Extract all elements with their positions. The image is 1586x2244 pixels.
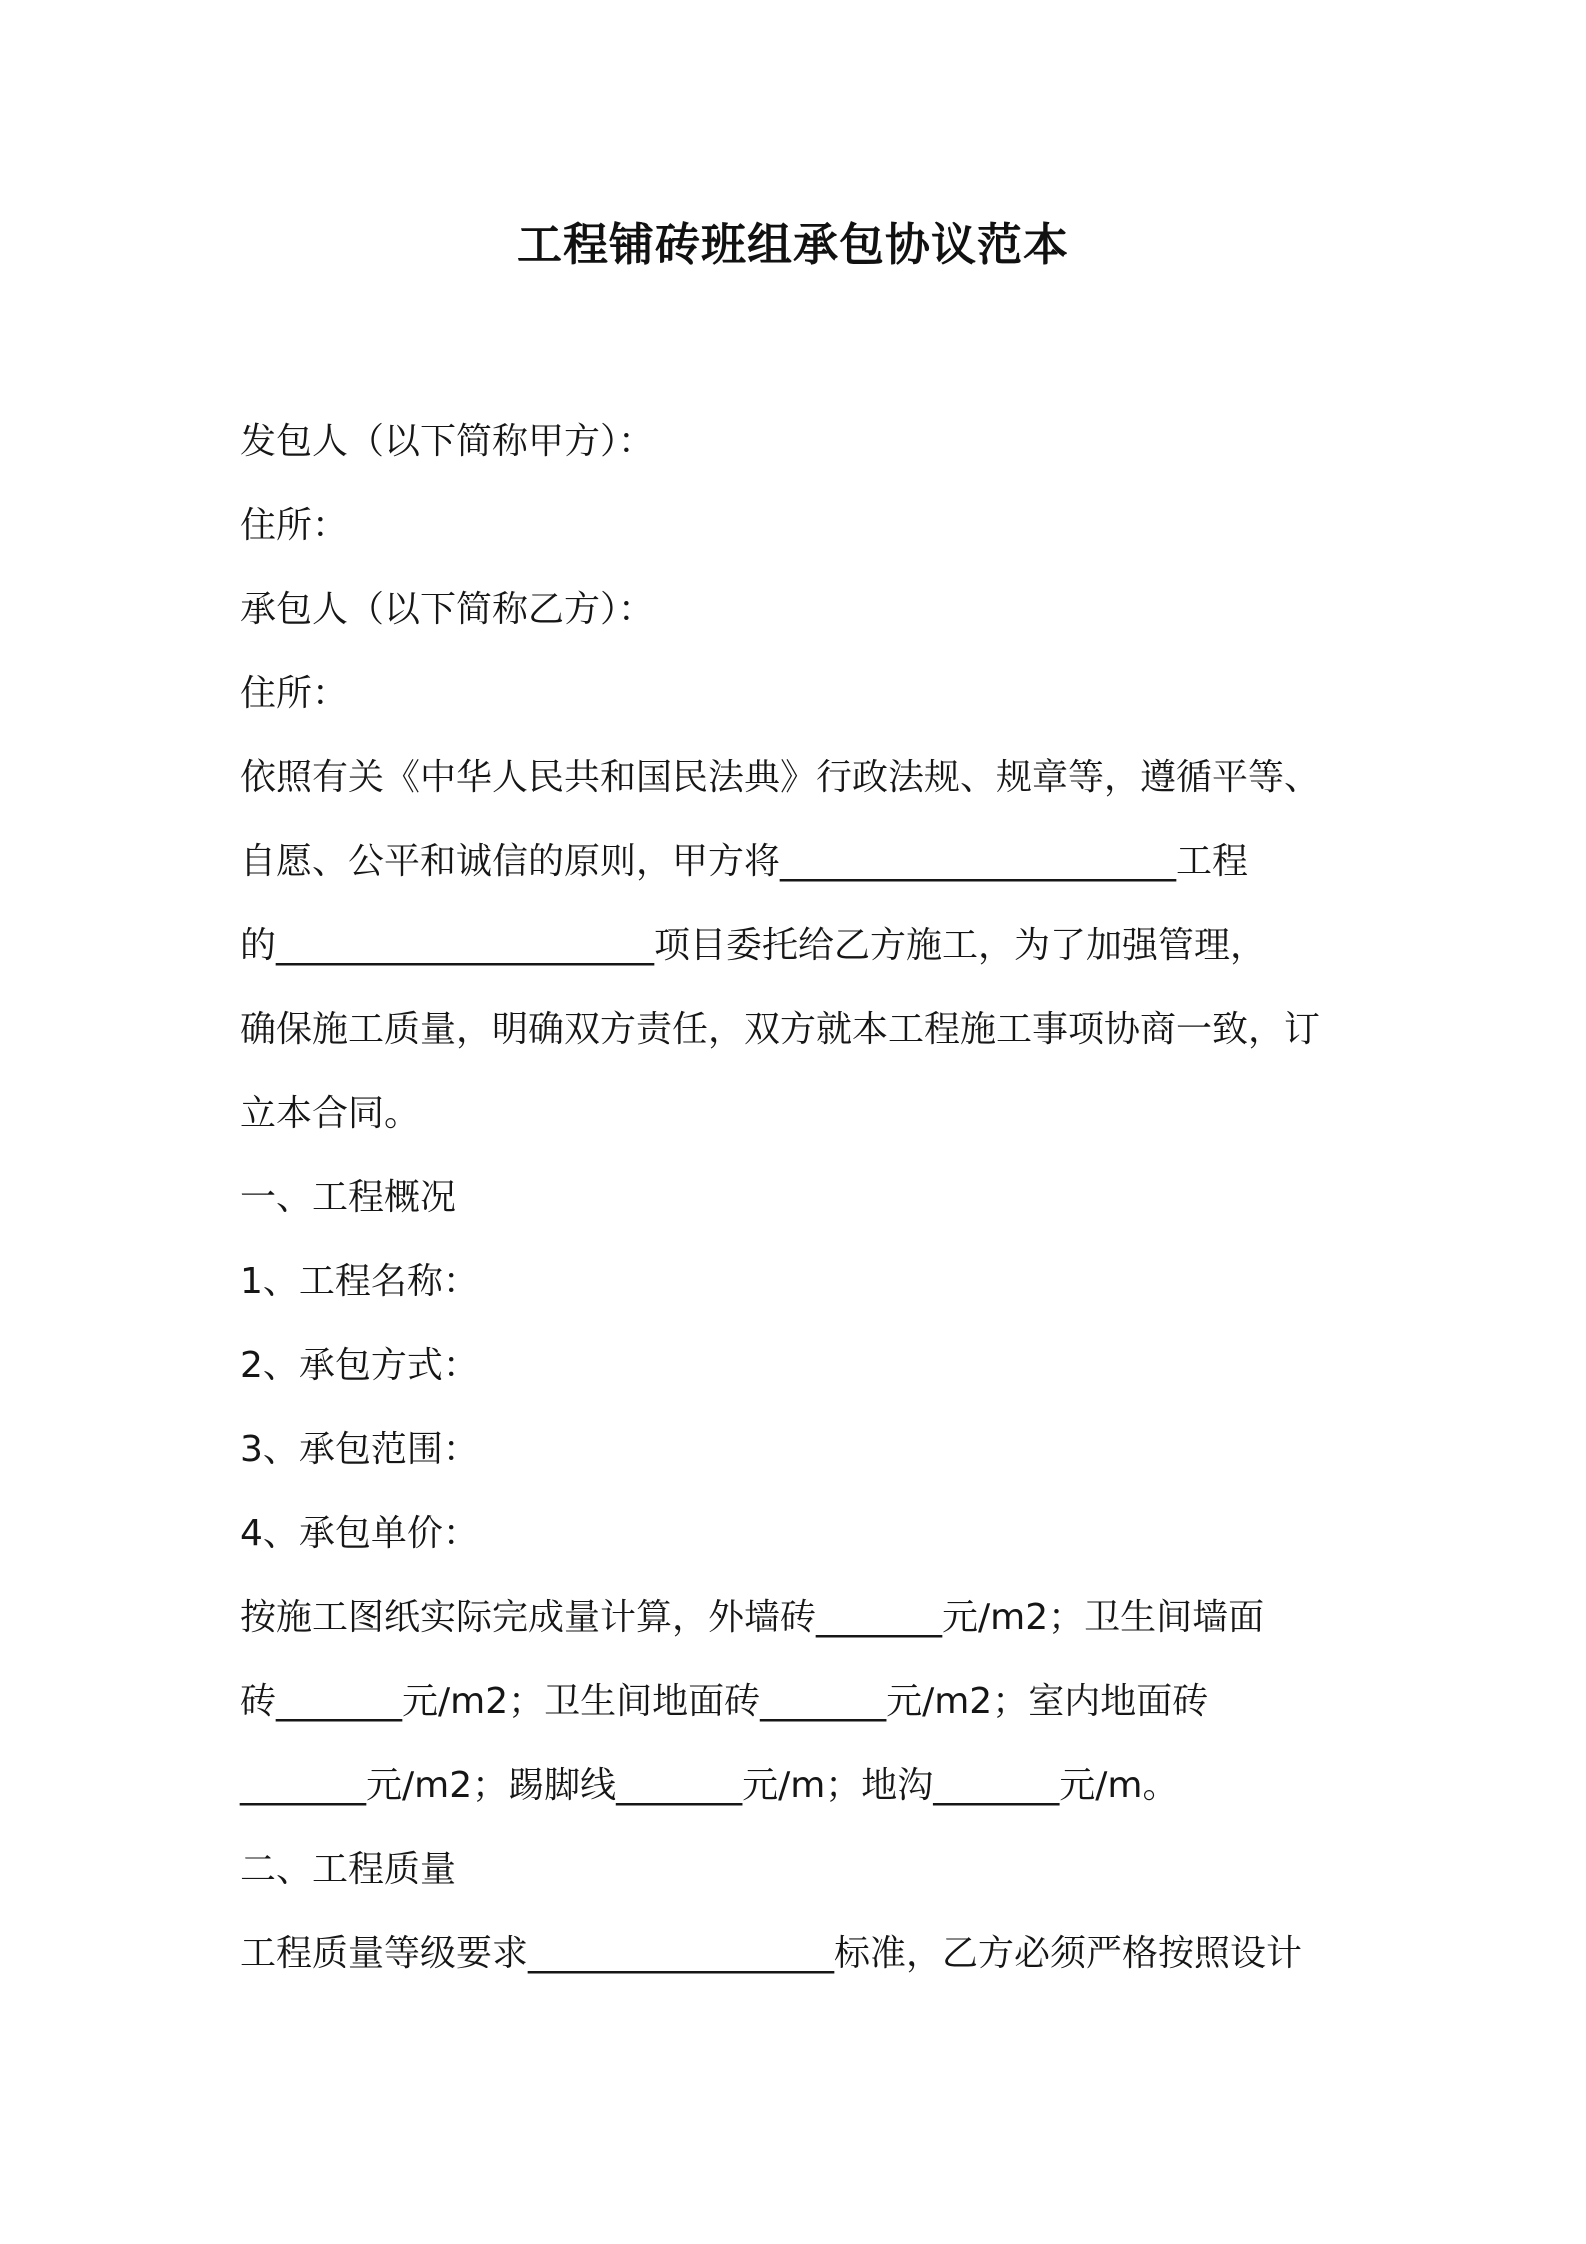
- price-line: _______元/m2；踢脚线_______元/m；地沟_______元/m。: [240, 1765, 1179, 1806]
- preamble-line: 的_____________________项目委托给乙方施工，为了加强管理，: [240, 925, 1267, 966]
- preamble-line: 依照有关《中华人民共和国民法典》行政法规、规章等，遵循平等、: [240, 757, 1321, 798]
- item-contract-scope: 3、承包范围：: [240, 1429, 479, 1470]
- section-heading-quality: 二、工程质量: [240, 1849, 457, 1890]
- item-contract-method: 2、承包方式：: [240, 1345, 479, 1386]
- item-unit-price: 4、承包单价：: [240, 1513, 479, 1554]
- preamble-line: 确保施工质量，明确双方责任，双方就本工程施工事项协商一致，订: [240, 1009, 1321, 1050]
- clause-contractor-address: 住所：: [240, 673, 349, 714]
- item-project-name: 1、工程名称：: [240, 1261, 479, 1302]
- section-heading-overview: 一、工程概况: [240, 1177, 457, 1218]
- clause-employer: 发包人（以下简称甲方）：: [240, 421, 655, 462]
- price-line: 按施工图纸实际完成量计算，外墙砖_______元/m2；卫生间墙面: [240, 1597, 1265, 1638]
- quality-line: 工程质量等级要求_________________标准，乙方必须严格按照设计: [240, 1933, 1303, 1974]
- preamble-line: 自愿、公平和诚信的原则，甲方将______________________工程: [240, 841, 1249, 882]
- clause-contractor: 承包人（以下简称乙方）：: [240, 589, 655, 630]
- clause-employer-address: 住所：: [240, 505, 349, 546]
- price-line: 砖_______元/m2；卫生间地面砖_______元/m2；室内地面砖: [240, 1681, 1209, 1722]
- document-title: 工程铺砖班组承包协议范本: [516, 218, 1069, 271]
- document-body: [240, 400, 1360, 1996]
- preamble-line: 立本合同。: [240, 1093, 421, 1134]
